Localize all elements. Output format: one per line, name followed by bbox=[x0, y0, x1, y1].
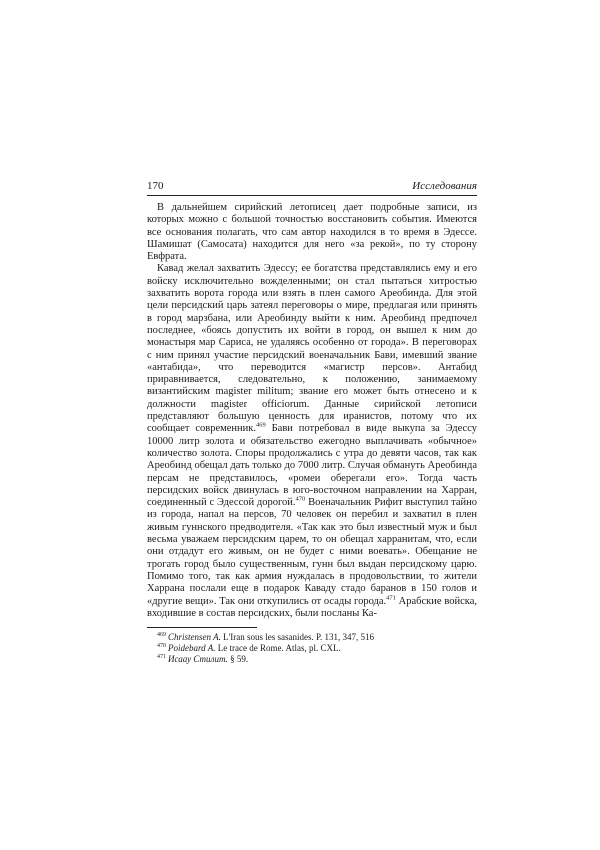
footnote-number: 469 bbox=[157, 632, 166, 639]
footnote-number: 471 bbox=[157, 654, 166, 661]
text-segment: В дальнейшем сирийский летописец дает подробные записи, из которых можно с большой точностью восстановить события. Имеются все основания полагать, что сам автор находился в то время в Эдессе. Шамишат (Самосата) находится для него «за рекой», по ту сторону Евфрата. bbox=[147, 202, 477, 263]
footnote-ref[interactable]: 471 bbox=[386, 594, 396, 601]
text-segment: Бави потребовал в виде выкупа за Эдессу 10000 литр золота и обязательство ежегодно выплачивать «обычное» количество золота. Споры продолжались с утра до девяти часов, так как Ареобинд обещал дать только до 7000 литр. Случая обмануть Ареобинда персам не представилось, «ромеи оберегали его». Тогда часть персидских войск двинулась в юго-восточном направлении на Харран, соединенный с Эдессой дорогой. bbox=[147, 423, 477, 509]
footnote-ref[interactable]: 469 bbox=[256, 421, 266, 429]
footnote-text: Le trace de Rome. Atlas, pl. CXL. bbox=[215, 643, 341, 654]
footnote-divider bbox=[147, 627, 257, 628]
footnote-number: 470 bbox=[157, 643, 166, 650]
book-page bbox=[147, 180, 477, 665]
text-segment: Кавад желал захватить Эдессу; ее богатства представлялись ему и его войску исключительно вожделенными; он стал пытаться хитростью захватить ворота города или взять в плен самого Ареобинда. Для этой цели персидский царь затеял переговоры о мире, предлагая или принять в город марзбана, или Ареобинду выйти к ним. Ареобинд предпочел последнее, «боясь допустить их войти в город, он вышел к ним до монастыря мар Сариса, не удаляясь особенно от города». В переговорах с ним принял участие персидский военачальник Бави, имевший звание «антабида», что переводится «магистр персов». Антабид приравнивается, следовательно, к положению, занимаемому византийским magister militum; звание его может быть отнесено и к должности magister officiorum. Данные сирийской летописи представляют большую ценность для иранистов, потому что их сообщает современник. bbox=[147, 263, 477, 435]
footnote-text: L'Iran sous les sasanides. P. 131, 347, 516 bbox=[220, 632, 374, 643]
footnote bbox=[147, 654, 477, 665]
footnote-author: Исаау Стилит. bbox=[168, 654, 228, 665]
running-header bbox=[147, 180, 477, 196]
footnote-author: Christensen A. bbox=[168, 632, 221, 643]
footnote-author: Poidebard A. bbox=[168, 643, 216, 654]
footnote bbox=[147, 643, 477, 654]
page-number: 170 bbox=[147, 180, 164, 192]
section-title: Исследования bbox=[412, 180, 477, 192]
text-segment: Военачальник Рифит выступил тайно из города, напал на персов, 70 человек он перебил и захватил в плен живым гуннского предводителя. «Так как это был известный муж и был весьма уважаем персидским царем, то он обещал харранитам, что, если они отдадут его живым, он не будет с ними воевать». Обещание не трогать город было существенным, гунн был выдан персидскому царю. Помимо того, так как армия нуждалась в продовольствии, то жители Харрана послали еще в подарок Каваду стадо баранов в 150 голов и «другие вещи». Так они откупились от осады города. bbox=[147, 497, 477, 607]
footnotes bbox=[147, 624, 477, 665]
footnote-text: § 59. bbox=[227, 654, 249, 665]
footnote-ref[interactable]: 470 bbox=[295, 495, 306, 503]
main-text bbox=[147, 202, 477, 620]
footnote bbox=[147, 632, 477, 643]
text-segment: Арабские войска, входившие в состав персидских, были посланы Ка- bbox=[147, 595, 477, 619]
paragraph bbox=[147, 202, 477, 263]
paragraph bbox=[147, 263, 477, 620]
